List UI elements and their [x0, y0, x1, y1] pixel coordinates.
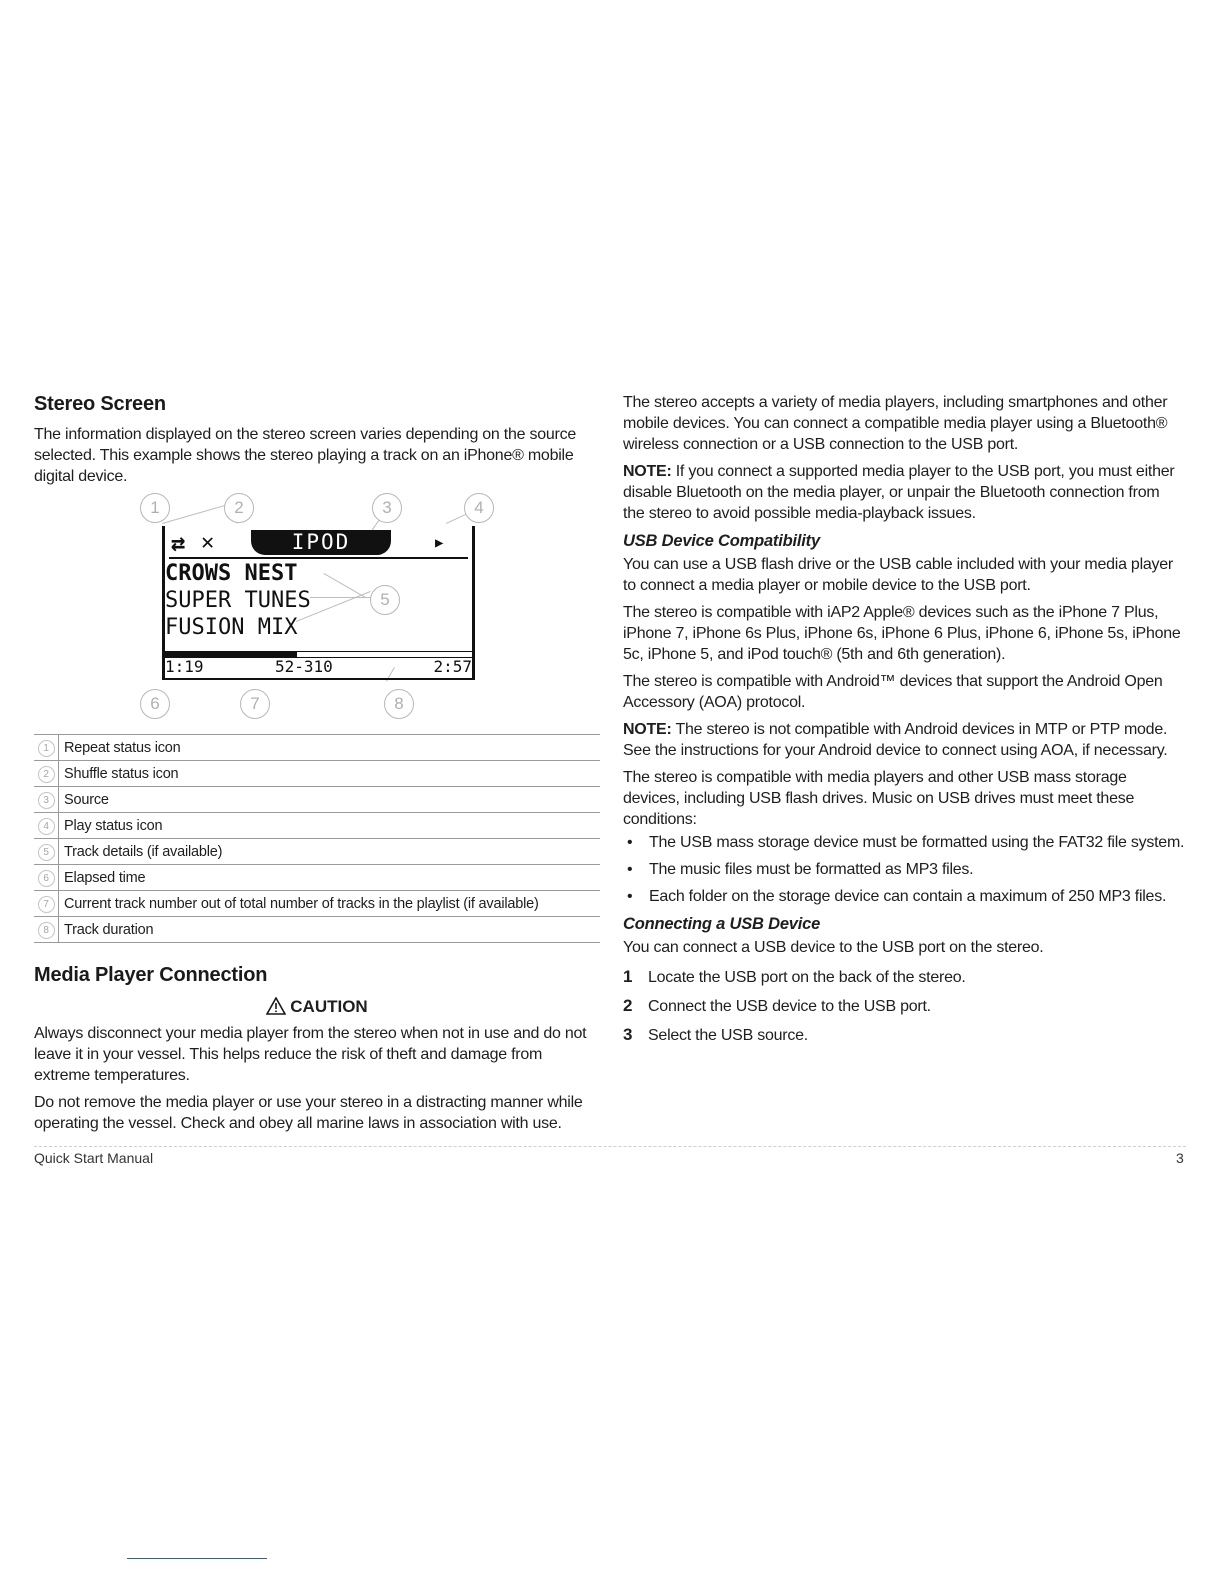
- bottom-rule: [127, 1558, 267, 1559]
- play-icon: ▶: [435, 535, 444, 551]
- note-text: The stereo is not compatible with Android devices in MTP or PTP mode. See the instructions for your Android device to connect using AOA, if necessary.: [623, 721, 1168, 759]
- legend-number: [34, 813, 59, 839]
- legend-callout: 7: [38, 896, 55, 913]
- elapsed-time: 1:19: [165, 657, 204, 676]
- legend-text: Repeat status icon: [59, 735, 601, 761]
- list-item: [623, 886, 1185, 907]
- connecting-usb-heading: Connecting a USB Device: [623, 915, 821, 933]
- caution-paragraph-1: Always disconnect your media player from the stereo when not in use and do not leave it in your vessel. This helps reduce the risk of theft and damage from extreme temperatures.: [34, 1025, 587, 1084]
- step-text: Locate the USB port on the back of the stereo.: [648, 969, 966, 986]
- legend-text: Elapsed time: [59, 865, 601, 891]
- step-text: Select the USB source.: [648, 1027, 808, 1044]
- source-label: IPOD: [251, 530, 391, 555]
- usb-compatibility-heading: USB Device Compatibility: [623, 532, 820, 550]
- list-item: [623, 859, 1185, 880]
- flash-drive-paragraph: You can use a USB flash drive or the USB cable included with your media player to connect a media player or mobile device to the USB port.: [623, 556, 1173, 594]
- legend-row: [34, 891, 600, 917]
- callout-6: 6: [140, 689, 170, 719]
- stereo-screen-heading: Stereo Screen: [34, 393, 166, 415]
- connect-intro: You can connect a USB device to the USB port on the stereo.: [623, 939, 1044, 956]
- right-column: [623, 392, 1185, 1053]
- left-column: [34, 392, 600, 1140]
- list-item: [623, 832, 1185, 853]
- legend-number: [34, 917, 59, 943]
- usb-conditions-list: [623, 832, 1185, 907]
- legend-row: [34, 839, 600, 865]
- legend-callout: 1: [38, 740, 55, 757]
- callout-7: 7: [240, 689, 270, 719]
- step-item: [623, 966, 1185, 988]
- bullet-glyph: •: [627, 861, 633, 878]
- footer-title: Quick Start Manual: [34, 1150, 154, 1166]
- caution-header: [34, 995, 600, 1019]
- android-paragraph: The stereo is compatible with Android™ devices that support the Android Open Accessory (AOA) protocol.: [623, 673, 1163, 711]
- legend-text: Track duration: [59, 917, 601, 943]
- legend-callout: 4: [38, 818, 55, 835]
- legend-text: Track details (if available): [59, 839, 601, 865]
- callout-3: 3: [372, 493, 402, 523]
- legend-callout: 2: [38, 766, 55, 783]
- legend-row: [34, 917, 600, 943]
- track-line-1: CROWS NEST: [165, 561, 298, 586]
- note-android: [623, 719, 1185, 761]
- legend-callout: 8: [38, 922, 55, 939]
- legend-row: [34, 787, 600, 813]
- note-label: NOTE:: [623, 721, 672, 738]
- legend-row: [34, 761, 600, 787]
- legend-callout: 6: [38, 870, 55, 887]
- iap2-paragraph: The stereo is compatible with iAP2 Apple® devices such as the iPhone 7 Plus, iPhone 7, iPhone 6s Plus, iPhone 6s, iPhone 6 Plus, iPhone 6, iPhone 5s, iPhone 5c, iPhone 5, and iPod touch® (5th and 6th generation).: [623, 604, 1181, 663]
- legend-text: Play status icon: [59, 813, 601, 839]
- caution-paragraph-2: Do not remove the media player or use your stereo in a distracting manner while operating the vessel. Check and obey all marine laws in association with use.: [34, 1094, 583, 1132]
- step-number: 3: [623, 1025, 633, 1044]
- track-line-2: SUPER TUNES: [165, 588, 311, 613]
- warning-triangle-icon: [266, 997, 286, 1015]
- legend-row: [34, 735, 600, 761]
- note-text: If you connect a supported media player to the USB port, you must either disable Bluetooth on the media player, or unpair the Bluetooth connection from the stereo to avoid possible media-playback issues.: [623, 463, 1175, 522]
- legend-callout: 5: [38, 844, 55, 861]
- legend-number: [34, 735, 59, 761]
- lcd-display: [162, 526, 475, 680]
- callout-1: 1: [140, 493, 170, 523]
- legend-text: Current track number out of total number of tracks in the playlist (if available): [59, 891, 601, 917]
- connect-steps: [623, 966, 1185, 1046]
- bullet-text: The music files must be formatted as MP3 files.: [649, 861, 974, 878]
- step-number: 1: [623, 967, 633, 986]
- callout-8: 8: [384, 689, 414, 719]
- leader-line: [162, 504, 230, 524]
- shuffle-icon: ✕: [201, 530, 215, 555]
- step-number: 2: [623, 996, 633, 1015]
- legend-number: [34, 761, 59, 787]
- page-number: 3: [1176, 1150, 1184, 1166]
- caution-label: CAUTION: [290, 997, 368, 1016]
- step-text: Connect the USB device to the USB port.: [648, 998, 931, 1015]
- legend-number: [34, 839, 59, 865]
- note-usb-bluetooth: [623, 461, 1185, 524]
- legend-row: [34, 813, 600, 839]
- mass-storage-paragraph: The stereo is compatible with media players and other USB mass storage devices, including USB flash drives. Music on USB drives must meet these conditions:: [623, 769, 1135, 828]
- media-player-heading: Media Player Connection: [34, 964, 268, 986]
- repeat-icon: ⇄: [171, 529, 186, 557]
- callout-4: 4: [464, 493, 494, 523]
- footer-divider: [34, 1146, 1186, 1147]
- bullet-text: Each folder on the storage device can contain a maximum of 250 MP3 files.: [649, 888, 1167, 905]
- stereo-screen-figure: [34, 493, 600, 728]
- callout-5: 5: [370, 585, 400, 615]
- note-label: NOTE:: [623, 463, 672, 480]
- legend-table: [34, 734, 600, 943]
- legend-text: Source: [59, 787, 601, 813]
- legend-number: [34, 891, 59, 917]
- callout-2: 2: [224, 493, 254, 523]
- legend-number: [34, 787, 59, 813]
- step-item: [623, 1024, 1185, 1046]
- lcd-bottom-row: [165, 658, 472, 676]
- legend-callout: 3: [38, 792, 55, 809]
- bullet-text: The USB mass storage device must be formatted using the FAT32 file system.: [649, 834, 1185, 851]
- stereo-screen-intro: The information displayed on the stereo screen varies depending on the source selected. This example shows the stereo playing a track on an iPhone® mobile digital device.: [34, 426, 576, 485]
- lcd-status-bar: [169, 529, 468, 559]
- bullet-glyph: •: [627, 834, 633, 851]
- legend-number: [34, 865, 59, 891]
- bullet-glyph: •: [627, 888, 633, 905]
- accepts-paragraph: The stereo accepts a variety of media players, including smartphones and other mobile devices. You can connect a compatible media player using a Bluetooth® wireless connection or a USB connection to the USB port.: [623, 394, 1168, 453]
- legend-text: Shuffle status icon: [59, 761, 601, 787]
- track-duration: 2:57: [433, 657, 472, 676]
- legend-row: [34, 865, 600, 891]
- track-line-3: FUSION MIX: [165, 615, 298, 640]
- step-item: [623, 995, 1185, 1017]
- track-position: 52-310: [275, 657, 333, 676]
